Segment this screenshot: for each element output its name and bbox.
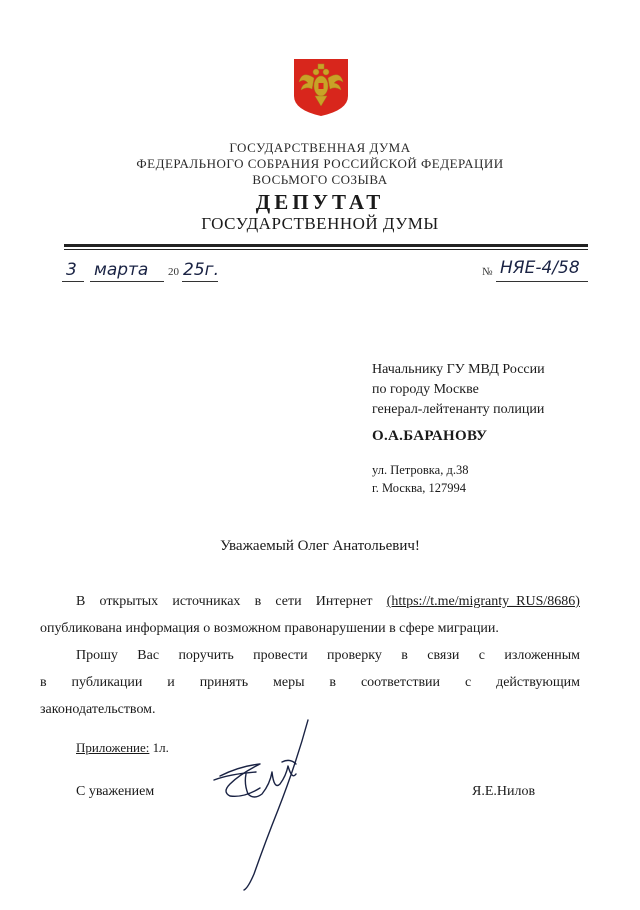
paragraph-2 (40, 642, 580, 723)
word: открытых (99, 594, 159, 609)
signature-icon (200, 714, 330, 894)
org-line-1: ГОСУДАРСТВЕННАЯ ДУМА (229, 140, 411, 155)
addressee-street: ул. Петровка, д.38 (372, 463, 469, 477)
paragraph-1-line-1 (40, 588, 580, 615)
word: в (329, 675, 337, 690)
number-label: № (482, 266, 493, 278)
header-rule-thin (64, 249, 588, 250)
word: Интернет (315, 594, 373, 609)
attachment-label: Приложение: (76, 740, 150, 755)
date-day: 3 (66, 260, 77, 280)
paragraph-1 (40, 588, 580, 642)
year-underline (182, 281, 218, 282)
day-underline (62, 281, 84, 282)
word: поручить (178, 648, 234, 663)
signer-name: Я.Е.Нилов (472, 784, 536, 799)
word: В (76, 594, 86, 609)
word: с (478, 648, 485, 663)
month-underline (90, 281, 164, 282)
closing-regards: С уважением (76, 784, 155, 799)
word: изложенным (504, 648, 580, 663)
word: публикации (71, 675, 143, 690)
source-link[interactable]: (https://t.me/migranty_RUS/8686) (386, 594, 580, 609)
word: связи (427, 648, 460, 663)
date-year: 25г. (183, 260, 219, 280)
number-value: НЯЕ-4/58 (500, 258, 580, 278)
date-month: марта (94, 260, 149, 280)
paragraph-2-line-2 (40, 669, 580, 696)
word: сети (275, 594, 302, 609)
number-underline (496, 281, 588, 282)
addressee-name: О.А.БАРАНОВУ (372, 428, 488, 444)
word: Вас (137, 648, 160, 663)
paragraph-2-line-1 (40, 642, 580, 669)
letterhead-title: ДЕПУТАТ (255, 190, 385, 214)
word: Прошу (76, 648, 118, 663)
addressee-line-2: по городу Москве (372, 382, 479, 397)
word: в (40, 675, 47, 690)
word: проверку (326, 648, 382, 663)
word: действующим (496, 675, 580, 690)
addressee-city: г. Москва, 127994 (372, 481, 466, 495)
word: соответствии (360, 675, 441, 690)
addressee-line-1: Начальнику ГУ МВД России (372, 362, 545, 377)
word: провести (253, 648, 308, 663)
word: в (401, 648, 408, 663)
attachment-note (76, 740, 169, 756)
state-emblem-icon (290, 56, 352, 118)
letter-greeting: Уважаемый Олег Анатольевич! (220, 538, 420, 554)
word: с (464, 675, 472, 690)
paragraph-1-line-2: опубликована информация о возможном правонарушении в сфере миграции. (40, 621, 499, 636)
word: меры (273, 675, 305, 690)
paragraph-2-line-3: законодательством. (40, 702, 156, 717)
org-line-2: ФЕДЕРАЛЬНОГО СОБРАНИЯ РОССИЙСКОЙ ФЕДЕРАЦИИ (136, 156, 504, 171)
addressee-line-3: генерал-лейтенанту полиции (372, 402, 545, 417)
word: источниках (172, 594, 241, 609)
header-rule-thick (64, 244, 588, 247)
attachment-value: 1л. (152, 740, 169, 755)
letterhead-subtitle: ГОСУДАРСТВЕННОЙ ДУМЫ (201, 214, 439, 233)
date-year-prefix: 20 (168, 266, 179, 278)
word: в (254, 594, 262, 609)
word: и (167, 675, 175, 690)
org-line-3: ВОСЬМОГО СОЗЫВА (252, 172, 388, 187)
word: принять (199, 675, 249, 690)
